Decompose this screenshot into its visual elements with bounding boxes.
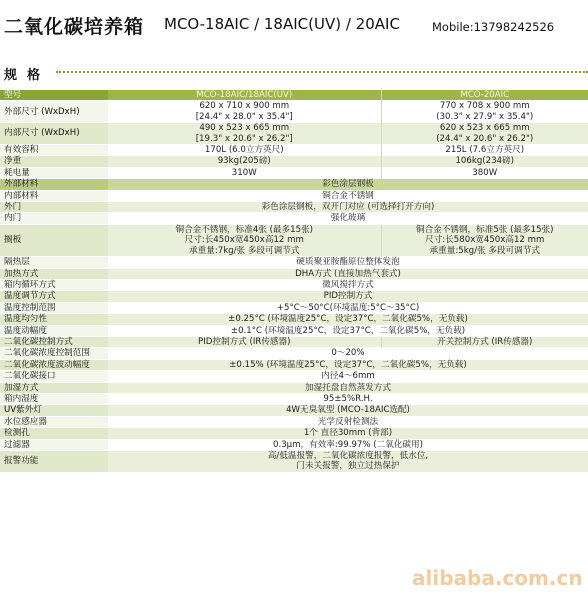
dotted-divider — [56, 71, 588, 73]
table-row — [0, 405, 588, 416]
row-value-20aic: 215L (7.6立方英尺) — [381, 145, 588, 156]
row-value: 95±5%R.H. — [108, 393, 588, 404]
row-label: 外门 — [0, 202, 108, 213]
table-row — [0, 268, 588, 279]
page-title: 二氧化碳培养箱 — [4, 16, 145, 38]
table-row — [0, 416, 588, 427]
row-label: UV紫外灯 — [0, 405, 108, 416]
table-row — [0, 190, 588, 201]
table-row — [0, 213, 588, 224]
table-row — [0, 156, 588, 167]
row-label: 过滤器 — [0, 439, 108, 450]
row-value: 彩色涂层钢板 — [108, 179, 588, 190]
watermark: alibaba.com.cn — [412, 566, 583, 590]
row-value-18aic: 310W — [108, 167, 381, 178]
row-value: 光学反射检测法 — [108, 416, 588, 427]
row-value: 高/低温报警，二氧化碳浓度报警，低水位, 门未关报警，独立过热保护 — [108, 451, 588, 472]
table-row — [0, 428, 588, 439]
table-row — [0, 279, 588, 290]
table-row — [0, 179, 588, 190]
row-label: 搁板 — [0, 224, 108, 256]
table-row — [0, 202, 588, 213]
spec-table-body — [0, 90, 588, 472]
table-row — [0, 314, 588, 325]
row-label: 温度动幅度 — [0, 325, 108, 336]
page-header — [0, 0, 588, 44]
table-row — [0, 291, 588, 302]
row-label: 二氧化碳浓度波动幅度 — [0, 359, 108, 370]
row-value-20aic: 106kg(234磅) — [381, 156, 588, 167]
row-value: 0.3μm，有效率:99.97% (二氧化碳用) — [108, 439, 588, 450]
row-label: 净重 — [0, 156, 108, 167]
row-value-20aic: 380W — [381, 167, 588, 178]
row-label: 水位感应器 — [0, 416, 108, 427]
table-row — [0, 257, 588, 268]
row-label: 检测孔 — [0, 428, 108, 439]
row-value-18aic: 93kg(205磅) — [108, 156, 381, 167]
row-value: 彩色涂层钢板，双开门对应 (可选择打开方向) — [108, 202, 588, 213]
row-value: 4W无臭氧型 (MCO-18AIC选配) — [108, 405, 588, 416]
row-value: 1个 直径30mm (背部) — [108, 428, 588, 439]
table-row — [0, 451, 588, 472]
model-list: MCO-18AIC / 18AIC(UV) / 20AIC — [164, 15, 400, 33]
table-row — [0, 439, 588, 450]
table-row — [0, 145, 588, 156]
row-value: 加湿托盘自然蒸发方式 — [108, 382, 588, 393]
row-label: 外部材料 — [0, 179, 108, 190]
row-value: 铜合金不锈钢 — [108, 190, 588, 201]
row-label: 隔热层 — [0, 257, 108, 268]
table-row — [0, 224, 588, 256]
row-value-18aic: MCO-18AIC/18AIC(UV) — [108, 90, 381, 101]
row-label: 箱内湿度 — [0, 393, 108, 404]
row-label: 内部材料 — [0, 190, 108, 201]
section-heading — [4, 60, 588, 83]
row-value: 强化玻璃 — [108, 213, 588, 224]
row-value-20aic: 770 x 708 x 900 mm (30.3" x 27.9" x 35.4") — [381, 101, 588, 123]
row-value-20aic: 620 x 523 x 665 mm (24.4" x 20.6" x 26.2") — [381, 123, 588, 145]
row-label: 内部尺寸 (WxDxH) — [0, 123, 108, 145]
table-row — [0, 325, 588, 336]
row-value-20aic: 开关控制方式 (IR传感器) — [381, 336, 588, 347]
row-label: 温度控制范围 — [0, 302, 108, 313]
row-value-18aic: PID控制方式 (IR传感器) — [108, 336, 381, 347]
table-row — [0, 348, 588, 359]
row-label: 型号 — [0, 90, 108, 101]
row-value: +5°C～50°C(环境温度:5°C～35°C) — [108, 302, 588, 313]
row-label: 内门 — [0, 213, 108, 224]
row-label: 箱内循环方式 — [0, 279, 108, 290]
row-value: 0～20% — [108, 348, 588, 359]
row-label: 加热方式 — [0, 268, 108, 279]
row-label: 报警功能 — [0, 451, 108, 472]
row-value: 硬质聚亚胺酯原位整体发泡 — [108, 257, 588, 268]
mobile-number: Mobile:13798242526 — [432, 20, 555, 34]
row-label: 二氧化碳接口 — [0, 371, 108, 382]
row-value-18aic: 490 x 523 x 665 mm [19.3" x 20.6" x 26.2"] — [108, 123, 381, 145]
row-value-20aic: 铜合金不锈钢，标准5张 (最多15张) 尺寸:长580x宽450x高12 mm 承重量:5kg/张 多段可调节式 — [381, 224, 588, 256]
row-label: 二氧化碳浓度控制范围 — [0, 348, 108, 359]
table-row — [0, 101, 588, 123]
section-label: 规格 — [4, 68, 51, 83]
table-row — [0, 123, 588, 145]
row-label: 耗电量 — [0, 167, 108, 178]
table-row — [0, 167, 588, 178]
row-value-18aic: 170L (6.0立方英尺) — [108, 145, 381, 156]
row-value: DHA方式 (直接加热气套式) — [108, 268, 588, 279]
spec-table — [0, 89, 588, 472]
row-value: ±0.15% (环境温度25°C，设定37°C，二氧化碳5%，无负载) — [108, 359, 588, 370]
row-label: 加湿方式 — [0, 382, 108, 393]
row-value: 微风搅拌方式 — [108, 279, 588, 290]
row-value-18aic: 620 x 710 x 900 mm [24.4" x 28.0" x 35.4"] — [108, 101, 381, 123]
table-row — [0, 302, 588, 313]
row-value: ±0.1°C (环境温度25°C，设定37°C，二氧化碳5%，无负载) — [108, 325, 588, 336]
table-row — [0, 359, 588, 370]
row-value: PID控制方式 — [108, 291, 588, 302]
row-label: 温度均匀性 — [0, 314, 108, 325]
row-label: 有效容积 — [0, 145, 108, 156]
table-row — [0, 90, 588, 101]
table-row — [0, 336, 588, 347]
row-label: 外部尺寸 (WxDxH) — [0, 101, 108, 123]
row-value: 内径4～6mm — [108, 371, 588, 382]
row-value: ±0.25°C (环境温度25°C，设定37°C，二氧化碳5%，无负载) — [108, 314, 588, 325]
table-row — [0, 393, 588, 404]
row-label: 温度调节方式 — [0, 291, 108, 302]
table-row — [0, 382, 588, 393]
table-row — [0, 371, 588, 382]
row-label: 二氧化碳控制方式 — [0, 336, 108, 347]
row-value-18aic: 铜合金不锈钢，标准4张 (最多15张) 尺寸:长450x宽450x高12 mm 承重量:7kg/张 多段可调节式 — [108, 224, 381, 256]
row-value-20aic: MCO-20AIC — [381, 90, 588, 101]
